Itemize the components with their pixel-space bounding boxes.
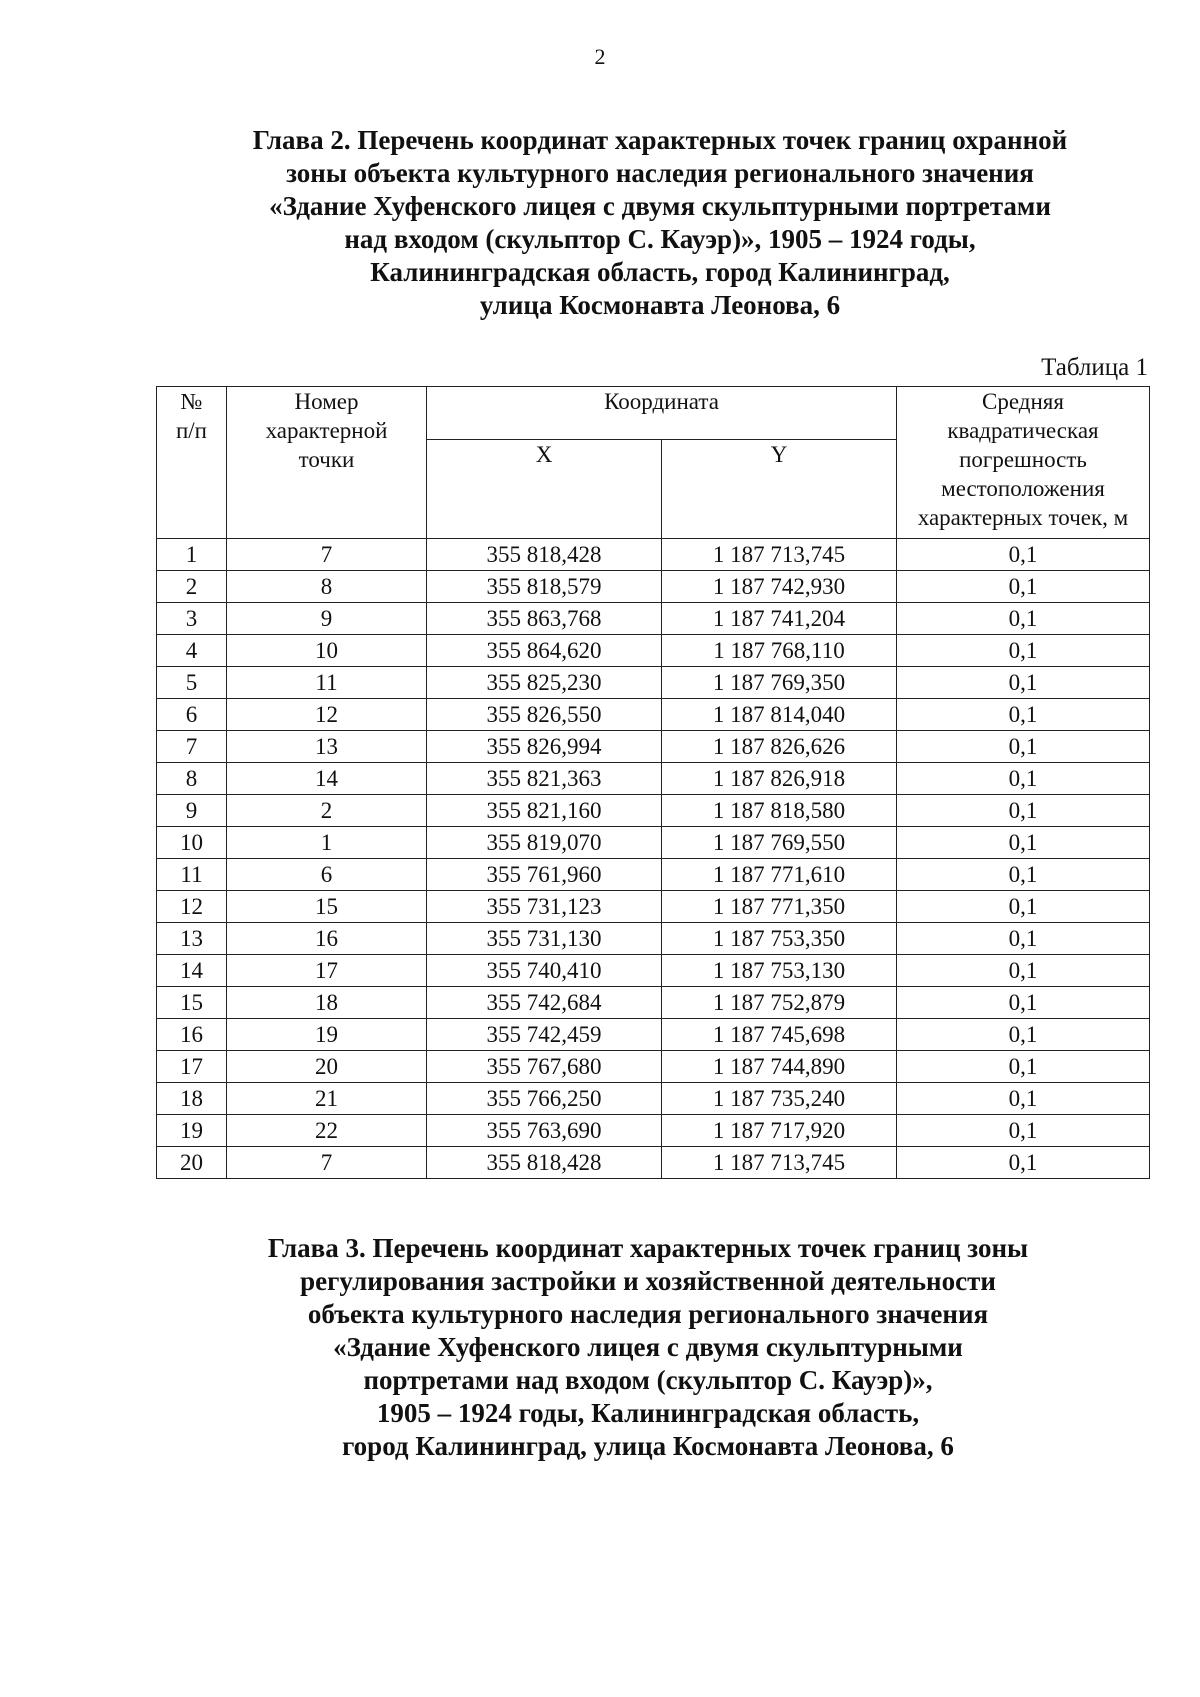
cell-row-number: 10 — [157, 827, 227, 859]
table-row — [157, 603, 1150, 635]
header-text: местоположения — [941, 476, 1105, 501]
cell-point-number: 9 — [227, 603, 427, 635]
cell-y: 1 187 753,130 — [662, 955, 897, 987]
cell-point-number: 10 — [227, 635, 427, 667]
header-row-number — [157, 387, 227, 539]
header-text: характерной — [265, 418, 388, 443]
cell-error: 0,1 — [897, 667, 1150, 699]
cell-row-number: 16 — [157, 1019, 227, 1051]
cell-y: 1 187 771,350 — [662, 891, 897, 923]
cell-row-number: 4 — [157, 635, 227, 667]
cell-error: 0,1 — [897, 859, 1150, 891]
chapter-2-title-line: зоны объекта культурного наследия регионального значения — [286, 158, 1034, 188]
header-text: Средняя — [982, 389, 1064, 414]
cell-row-number: 8 — [157, 763, 227, 795]
header-text: характерных точек, м — [917, 505, 1129, 530]
cell-error: 0,1 — [897, 635, 1150, 667]
cell-error: 0,1 — [897, 571, 1150, 603]
table-body — [157, 539, 1150, 1179]
cell-error: 0,1 — [897, 987, 1150, 1019]
cell-y: 1 187 713,745 — [662, 539, 897, 571]
cell-x: 355 742,459 — [427, 1019, 662, 1051]
header-text: квадратическая — [947, 418, 1099, 443]
chapter-3-title-line: объекта культурного наследия регионального значения — [307, 1299, 989, 1329]
cell-point-number: 13 — [227, 731, 427, 763]
cell-point-number: 17 — [227, 955, 427, 987]
table-row — [157, 795, 1150, 827]
cell-row-number: 18 — [157, 1083, 227, 1115]
cell-point-number: 22 — [227, 1115, 427, 1147]
chapter-2-title-line: «Здание Хуфенского лицея с двумя скульптурными портретами — [269, 191, 1051, 221]
cell-y: 1 187 752,879 — [662, 987, 897, 1019]
cell-row-number: 7 — [157, 731, 227, 763]
header-y: Y — [662, 440, 897, 539]
header-text: п/п — [175, 418, 207, 443]
cell-y: 1 187 826,918 — [662, 763, 897, 795]
cell-error: 0,1 — [897, 699, 1150, 731]
chapter-3-title-line: город Калининград, улица Космонавта Леонова, 6 — [342, 1431, 954, 1461]
cell-error: 0,1 — [897, 539, 1150, 571]
chapter-2-title-line: улица Космонавта Леонова, 6 — [479, 290, 841, 320]
cell-error: 0,1 — [897, 1051, 1150, 1083]
cell-x: 355 761,960 — [427, 859, 662, 891]
chapter-3-title-line: регулирования застройки и хозяйственной деятельности — [300, 1266, 996, 1296]
header-text: № — [180, 389, 203, 414]
cell-x: 355 742,684 — [427, 987, 662, 1019]
cell-y: 1 187 742,930 — [662, 571, 897, 603]
table-row — [157, 1083, 1150, 1115]
cell-y: 1 187 741,204 — [662, 603, 897, 635]
table-row — [157, 731, 1150, 763]
table-row — [157, 763, 1150, 795]
cell-point-number: 7 — [227, 1147, 427, 1179]
table-row — [157, 955, 1150, 987]
chapter-2-title-line: Калининградская область, город Калининград, — [370, 257, 950, 287]
cell-point-number: 18 — [227, 987, 427, 1019]
cell-row-number: 14 — [157, 955, 227, 987]
cell-row-number: 6 — [157, 699, 227, 731]
cell-row-number: 9 — [157, 795, 227, 827]
cell-point-number: 7 — [227, 539, 427, 571]
cell-x: 355 740,410 — [427, 955, 662, 987]
cell-x: 355 864,620 — [427, 635, 662, 667]
cell-x: 355 731,123 — [427, 891, 662, 923]
cell-point-number: 16 — [227, 923, 427, 955]
cell-row-number: 20 — [157, 1147, 227, 1179]
cell-y: 1 187 771,610 — [662, 859, 897, 891]
cell-error: 0,1 — [897, 1147, 1150, 1179]
chapter-3-title-line: Глава 3. Перечень координат характерных точек границ зоны — [267, 1233, 1029, 1263]
header-text: погрешность — [959, 447, 1087, 472]
cell-x: 355 818,428 — [427, 1147, 662, 1179]
cell-error: 0,1 — [897, 1019, 1150, 1051]
cell-row-number: 3 — [157, 603, 227, 635]
coordinates-table — [156, 386, 1150, 1179]
table-row — [157, 1115, 1150, 1147]
cell-x: 355 819,070 — [427, 827, 662, 859]
cell-y: 1 187 768,110 — [662, 635, 897, 667]
cell-error: 0,1 — [897, 923, 1150, 955]
chapter-3-title — [148, 1232, 1148, 1463]
cell-row-number: 13 — [157, 923, 227, 955]
cell-point-number: 1 — [227, 827, 427, 859]
cell-y: 1 187 753,350 — [662, 923, 897, 955]
page-number: 2 — [594, 44, 606, 69]
table-row — [157, 699, 1150, 731]
cell-point-number: 14 — [227, 763, 427, 795]
cell-error: 0,1 — [897, 763, 1150, 795]
cell-point-number: 8 — [227, 571, 427, 603]
cell-x: 355 767,680 — [427, 1051, 662, 1083]
table-row — [157, 827, 1150, 859]
chapter-2-title-line: над входом (скульптор С. Кауэр)», 1905 – 1924 годы, — [344, 224, 976, 254]
cell-y: 1 187 818,580 — [662, 795, 897, 827]
cell-y: 1 187 814,040 — [662, 699, 897, 731]
cell-y: 1 187 745,698 — [662, 1019, 897, 1051]
cell-error: 0,1 — [897, 603, 1150, 635]
table-row — [157, 1019, 1150, 1051]
cell-point-number: 19 — [227, 1019, 427, 1051]
cell-y: 1 187 713,745 — [662, 1147, 897, 1179]
table-row — [157, 859, 1150, 891]
cell-error: 0,1 — [897, 1083, 1150, 1115]
table-row — [157, 635, 1150, 667]
cell-error: 0,1 — [897, 955, 1150, 987]
header-error — [897, 387, 1150, 539]
table-caption: Таблица 1 — [1041, 354, 1148, 381]
cell-x: 355 825,230 — [427, 667, 662, 699]
cell-error: 0,1 — [897, 891, 1150, 923]
chapter-2-title — [160, 124, 1160, 322]
cell-y: 1 187 769,350 — [662, 667, 897, 699]
header-point-number — [227, 387, 427, 539]
cell-point-number: 21 — [227, 1083, 427, 1115]
table-row — [157, 923, 1150, 955]
cell-point-number: 11 — [227, 667, 427, 699]
cell-row-number: 2 — [157, 571, 227, 603]
header-text: Номер — [294, 389, 359, 414]
cell-x: 355 731,130 — [427, 923, 662, 955]
chapter-2-title-line: Глава 2. Перечень координат характерных точек границ охранной — [252, 125, 1068, 155]
cell-error: 0,1 — [897, 731, 1150, 763]
cell-y: 1 187 744,890 — [662, 1051, 897, 1083]
cell-row-number: 1 — [157, 539, 227, 571]
cell-row-number: 15 — [157, 987, 227, 1019]
header-coordinate: Координата — [427, 387, 897, 440]
chapter-3-title-line: «Здание Хуфенского лицея с двумя скульптурными — [333, 1332, 963, 1362]
cell-y: 1 187 717,920 — [662, 1115, 897, 1147]
chapter-3-title-line: 1905 – 1924 годы, Калининградская область, — [376, 1398, 920, 1428]
cell-error: 0,1 — [897, 1115, 1150, 1147]
cell-y: 1 187 735,240 — [662, 1083, 897, 1115]
cell-row-number: 12 — [157, 891, 227, 923]
cell-x: 355 766,250 — [427, 1083, 662, 1115]
cell-x: 355 818,579 — [427, 571, 662, 603]
cell-x: 355 763,690 — [427, 1115, 662, 1147]
cell-x: 355 821,160 — [427, 795, 662, 827]
cell-row-number: 11 — [157, 859, 227, 891]
chapter-3-title-line: портретами над входом (скульптор С. Кауэр)», — [363, 1365, 933, 1395]
cell-row-number: 19 — [157, 1115, 227, 1147]
cell-point-number: 6 — [227, 859, 427, 891]
cell-x: 355 821,363 — [427, 763, 662, 795]
cell-row-number: 17 — [157, 1051, 227, 1083]
cell-x: 355 826,994 — [427, 731, 662, 763]
table-row — [157, 667, 1150, 699]
cell-x: 355 863,768 — [427, 603, 662, 635]
cell-y: 1 187 826,626 — [662, 731, 897, 763]
table-row — [157, 1051, 1150, 1083]
table-row — [157, 1147, 1150, 1179]
cell-row-number: 5 — [157, 667, 227, 699]
cell-point-number: 20 — [227, 1051, 427, 1083]
table-row — [157, 539, 1150, 571]
cell-y: 1 187 769,550 — [662, 827, 897, 859]
table-row — [157, 987, 1150, 1019]
cell-error: 0,1 — [897, 827, 1150, 859]
cell-point-number: 15 — [227, 891, 427, 923]
cell-error: 0,1 — [897, 795, 1150, 827]
table-header — [157, 387, 1150, 539]
header-text: точки — [298, 447, 355, 472]
cell-point-number: 2 — [227, 795, 427, 827]
header-x: X — [427, 440, 662, 539]
cell-x: 355 826,550 — [427, 699, 662, 731]
cell-point-number: 12 — [227, 699, 427, 731]
table-row — [157, 891, 1150, 923]
cell-x: 355 818,428 — [427, 539, 662, 571]
table-row — [157, 571, 1150, 603]
